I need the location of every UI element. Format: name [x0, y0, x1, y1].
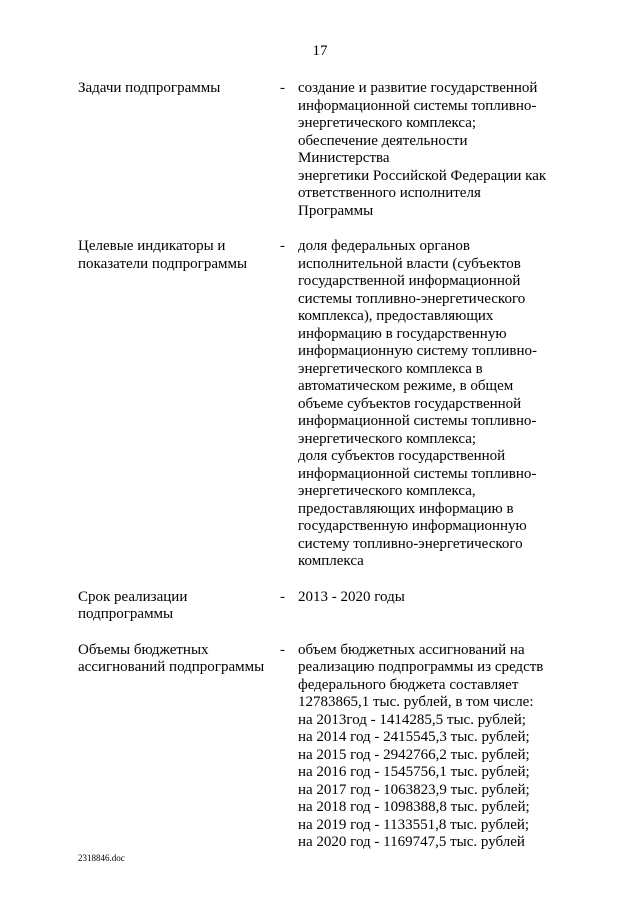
document-filename: 2318846.doc: [78, 853, 125, 863]
row-label: Объемы бюджетных ассигнований подпрограммы: [78, 641, 265, 675]
row-dash: -: [280, 238, 285, 254]
row-indicators: [78, 238, 558, 571]
row-label: Срок реализации подпрограммы: [78, 588, 188, 622]
row-value: создание и развитие государственной информационной системы топливно- энергетического комплекса; обеспечение деятельности Министерства энергетики Российской Федерации как ответственного исполнителя Программы: [298, 80, 547, 219]
row-value: объем бюджетных ассигнований на реализацию подпрограммы из средств федерального бюджета составляет 12783865,1 тыс. рублей, в том числе: на 2013год - 1414285,5 тыс. рублей; на 2014 год - 2415545,3 тыс. рублей; на 2015 год - 2942766,2 тыс. рублей; на 2016 год - 1545756,1 тыс. рублей; на 2017 год - 1063823,9 тыс. рублей; на 2018 год - 1098388,8 тыс. рублей; на 2019 год - 1133551,8 тыс. рублей; на 2020 год - 1169747,5 тыс. рублей: [298, 641, 544, 850]
row-period: [78, 589, 558, 624]
row-label: Задачи подпрограммы: [78, 80, 221, 96]
page-number: 17: [312, 43, 328, 59]
row-budget: [78, 642, 558, 852]
row-label: Целевые индикаторы и показатели подпрограммы: [78, 238, 248, 272]
row-dash: -: [280, 641, 285, 658]
row-value: 2013 - 2020 годы: [298, 588, 405, 605]
row-dash: -: [280, 80, 285, 96]
row-dash: -: [280, 588, 285, 605]
row-value: доля федеральных органов исполнительной власти (субъектов государственной информационной системы топливно-энергетического комплекса), предоставляющих информацию в государственную информационную систему топливно- энергетического комплекса в автоматическом режиме, в общем объеме субъектов государственной информационной системы топливно- энергетического комплекса; доля субъектов государственной информационной системы топливно- энергетического комплекса, предоставляющих информацию в государственную информационную систему топливно-энергетического комплекса: [298, 238, 537, 569]
row-tasks: [78, 80, 558, 220]
passport-table: [78, 80, 558, 852]
